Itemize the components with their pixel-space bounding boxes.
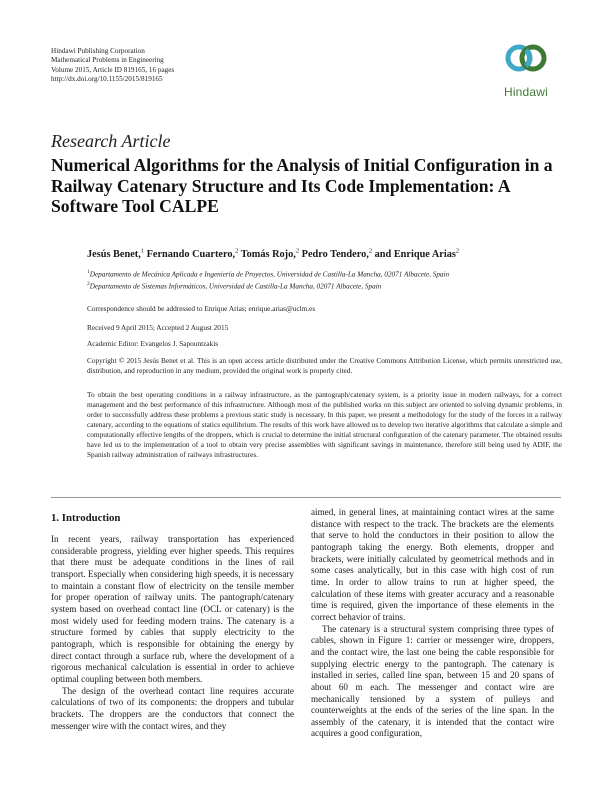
affiliation: $^2$Departamento de Sistemas Informáticos, Universidad de Castilla-La Mancha, 02071 Albacete, Spain — [87, 281, 382, 291]
body-paragraph: The design of the overhead contact line requires accurate calculations of two of its components: the droppers and tubular brackets. The droppers are the conductors that connect the messenger wire with the contact wires, and they — [51, 685, 294, 731]
body-column-left — [51, 507, 294, 732]
academic-editor: Academic Editor: Evangelos J. Sapountzakis — [87, 339, 219, 348]
author: Fernando Cuartero,$^2$ — [146, 248, 239, 261]
section-divider — [51, 497, 561, 498]
section-heading: 1. Introduction — [51, 512, 121, 524]
body-paragraph: In recent years, railway transportation has experienced considerable progress, yielding ever higher speeds. This requires that there must be adequate conditions in the lines of rail transport. Especially when considering high speeds, it is necessary to maintain a constant flow of electricity on the tensile member for proper operation of railway units. The pantograph/catenary system based on overhead contact line (OCL or catenary) is the most widely used for feeding modern trains. The catenary is a structure formed by cables that supply electricity to the pantograph, which is responsible for obtaining the energy by direct contact through a surface rub, where the development of a rigorous mechanical calculation is essential in order to achieve optimal coupling between both members. — [51, 534, 294, 684]
abstract: To obtain the best operating conditions in a railway infrastructure, as the pantograph/catenary system, is a priority issue in modern railways, for a correct management and the best performance of this infrastructure. Although most of the published works on this subject are oriented to solving dynamic problems, in order to successfully address these problems a previous static study is necessary. In this paper, we present a methodology for the study of the forces in a railway catenary, according to the equations of statics equilibrium. The results of this work have allowed us to develop two iterative algorithms that calculate a simple and computationally effective lengths of the droppers, which is crucial to determine the initial structural configuration of the catenary parameter. The obtained results have led us to the implementation of a tool to obtain very precise assemblies with significant savings in maintenance, therefore still being used by ADIF, the Spanish railway administration of railways infrastructures. — [87, 390, 562, 460]
article-type: Research Article — [51, 131, 171, 151]
author: Jesús Benet,$^1$ — [87, 248, 145, 261]
journal-name: Mathematical Problems in Engineering — [51, 56, 164, 65]
author: Tomás Rojo,$^2$ — [240, 248, 300, 261]
hindawi-logo-text: Hindawi — [503, 85, 549, 99]
author-list — [87, 248, 459, 260]
hindawi-logo-icon — [502, 42, 550, 84]
doi-link[interactable]: http://dx.doi.org/10.1155/2015/819165 — [51, 75, 163, 84]
hindawi-logo — [496, 42, 556, 99]
author: and Enrique Arias$^2$ — [374, 248, 460, 261]
body-paragraph: The catenary is a structural system comprising three types of cables, shown in Figure 1: carrier or messenger wire, droppers, and the contact wire, the last one being the cable responsible for supplying electric energy to the pantograph. The catenary is installed in series, called line span, between 15 and 20 spans of about 60 m each. The messenger and contact wire are mechanically tensioned by a system of pulleys and counterweights at the ends of the series of the line span. In the assembly of the catenary, it is intended that the contact wire acquires a good configuration, — [311, 623, 554, 739]
author: Pedro Tendero,$^2$ — [301, 248, 373, 261]
body-paragraph: aimed, in general lines, at maintaining contact wires at the same distance with respect to the track. The brackets are the elements that serve to hold the conductors in their position to allow the pantograph taking the energy. Both elements, dropper and brackets, were initially calculated by geometrical methods and in some cases analytically, but in this case with high cost of run time. In order to allow trains to run at higher speed, the calculation of these items with greater accuracy and a reasonable time is required, given the importance of these elements in the correct behavior of trains. — [311, 507, 554, 622]
article-title: Numerical Algorithms for the Analysis of Initial Configuration in a Railway Catenary Structure and Its Code Implementation: A Software Tool CALPE — [51, 155, 553, 216]
body-column-right — [311, 507, 554, 740]
affiliation: $^1$Departamento de Mecánica Aplicada e Ingeniería de Proyectos, Universidad de Castilla-La Mancha, 02071 Albacete, Spain — [87, 269, 450, 279]
correspondence: Correspondence should be addressed to Enrique Arias; enrique.arias@uclm.es — [87, 304, 316, 313]
publisher-name: Hindawi Publishing Corporation — [51, 47, 145, 55]
volume-info: Volume 2015, Article ID 819165, 16 pages — [51, 65, 175, 74]
copyright-notice: Copyright © 2015 Jesús Benet et al. This is an open access article distributed under the Creative Commons Attribution License, which permits unrestricted use, distribution, and reproduction in any medium, provided the original work is properly cited. — [87, 356, 562, 375]
received-accepted-dates: Received 9 April 2015; Accepted 2 August 2015 — [87, 323, 229, 332]
journal-header — [51, 47, 174, 85]
